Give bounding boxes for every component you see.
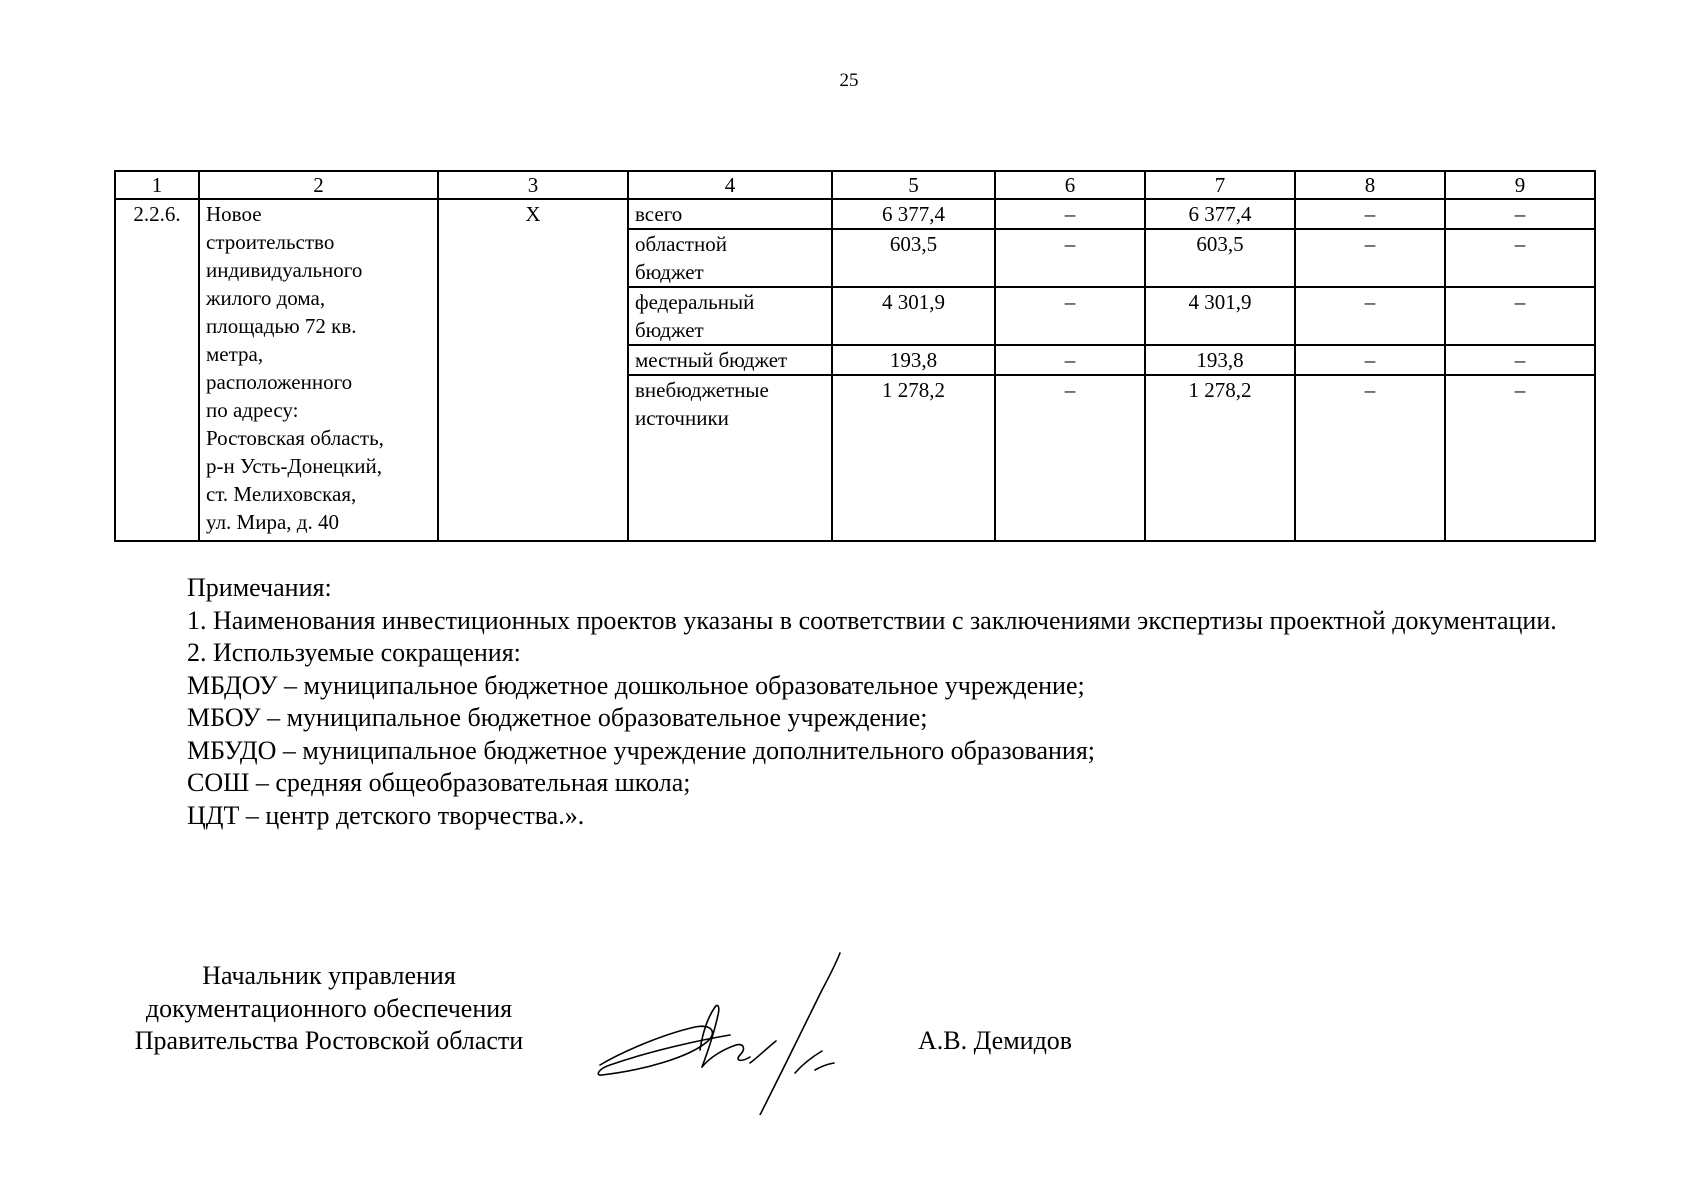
cell-col6: – [995,345,1145,375]
cell-col5: 603,5 [832,229,995,287]
project-name-line: жилого дома, [206,286,326,310]
column-header-7: 7 [1145,171,1295,199]
budget-table [114,170,1596,542]
cell-col9: – [1445,345,1595,375]
source-label-line: бюджет [635,318,704,342]
column-header-3: 3 [438,171,628,199]
cell-col5: 1 278,2 [832,375,995,541]
project-name-line: площадью 72 кв. [206,314,357,338]
page-number: 25 [839,70,859,91]
note-item-1: 1. Наименования инвестиционных проектов указаны в соответствии с заключениями экспертизы проектной документации. [187,605,1557,635]
cell-col6: – [995,287,1145,345]
project-name-line: метра, [206,342,264,366]
cell-col7: 193,8 [1145,345,1295,375]
column-header-5: 5 [832,171,995,199]
cell-col6: – [995,199,1145,229]
cell-col8: – [1295,229,1445,287]
source-label [628,287,832,345]
notes-heading: Примечания: [187,573,332,602]
cell-col8: – [1295,345,1445,375]
cell-col7: 4 301,9 [1145,287,1295,345]
column-3-value: Х [438,199,628,541]
cell-col7: 1 278,2 [1145,375,1295,541]
source-label-line: бюджет [635,260,704,284]
cell-col7: 6 377,4 [1145,199,1295,229]
cell-col6: – [995,375,1145,541]
signatory-position [114,960,544,1058]
cell-col9: – [1445,199,1595,229]
column-header-8: 8 [1295,171,1445,199]
cell-col5: 4 301,9 [832,287,995,345]
project-name-line: ул. Мира, д. 40 [206,510,339,534]
cell-col9: – [1445,375,1595,541]
project-name-line: Ростовская область, [206,426,384,450]
column-header-4: 4 [628,171,832,199]
project-name-line: Новое [206,202,262,226]
abbreviation-item: МБОУ – муниципальное бюджетное образовательное учреждение; [187,703,928,732]
notes-section [114,572,1594,832]
project-name-line: индивидуального [206,258,363,282]
cell-col7: 603,5 [1145,229,1295,287]
source-label-line: всего [635,202,683,226]
abbreviation-item: СОШ – средняя общеобразовательная школа; [187,768,691,797]
source-label [628,345,832,375]
source-label [628,199,832,229]
project-name-line: строительство [206,230,335,254]
cell-col9: – [1445,229,1595,287]
source-label-line: областной [635,232,727,256]
cell-col5: 6 377,4 [832,199,995,229]
project-name [199,199,438,541]
handwritten-signature [590,945,890,1115]
signer-name: А.В. Демидов [918,1026,1073,1055]
source-label-line: местный бюджет [635,348,788,372]
cell-col8: – [1295,375,1445,541]
column-header-2: 2 [199,171,438,199]
table-row [115,199,1595,229]
position-line: документационного обеспечения [145,993,513,1023]
row-code: 2.2.6. [115,199,199,541]
source-label-line: внебюджетные [635,378,769,402]
cell-col6: – [995,229,1145,287]
source-label-line: федеральный [635,290,755,314]
source-label-line: источники [635,406,729,430]
abbreviation-item: МБДОУ – муниципальное бюджетное дошкольное образовательное учреждение; [187,670,1085,700]
cell-col8: – [1295,287,1445,345]
abbreviation-item: ЦДТ – центр детского творчества.». [187,800,585,830]
column-header-1: 1 [115,171,199,199]
column-header-9: 9 [1445,171,1595,199]
position-line: Правительства Ростовской области [134,1026,524,1055]
cell-col8: – [1295,199,1445,229]
source-label [628,229,832,287]
abbreviation-item: МБУДО – муниципальное бюджетное учреждение дополнительного образования; [187,735,1096,765]
project-name-line: ст. Мелиховская, [206,482,357,506]
project-name-line: расположенного [206,370,353,394]
project-name-line: р-н Усть-Донецкий, [206,454,382,478]
note-item-2: 2. Используемые сокращения: [187,638,521,667]
project-name-line: по адресу: [206,398,299,422]
cell-col5: 193,8 [832,345,995,375]
table-header-row [115,171,1595,199]
column-header-6: 6 [995,171,1145,199]
position-line: Начальник управления [202,961,456,990]
source-label [628,375,832,541]
cell-col9: – [1445,287,1595,345]
